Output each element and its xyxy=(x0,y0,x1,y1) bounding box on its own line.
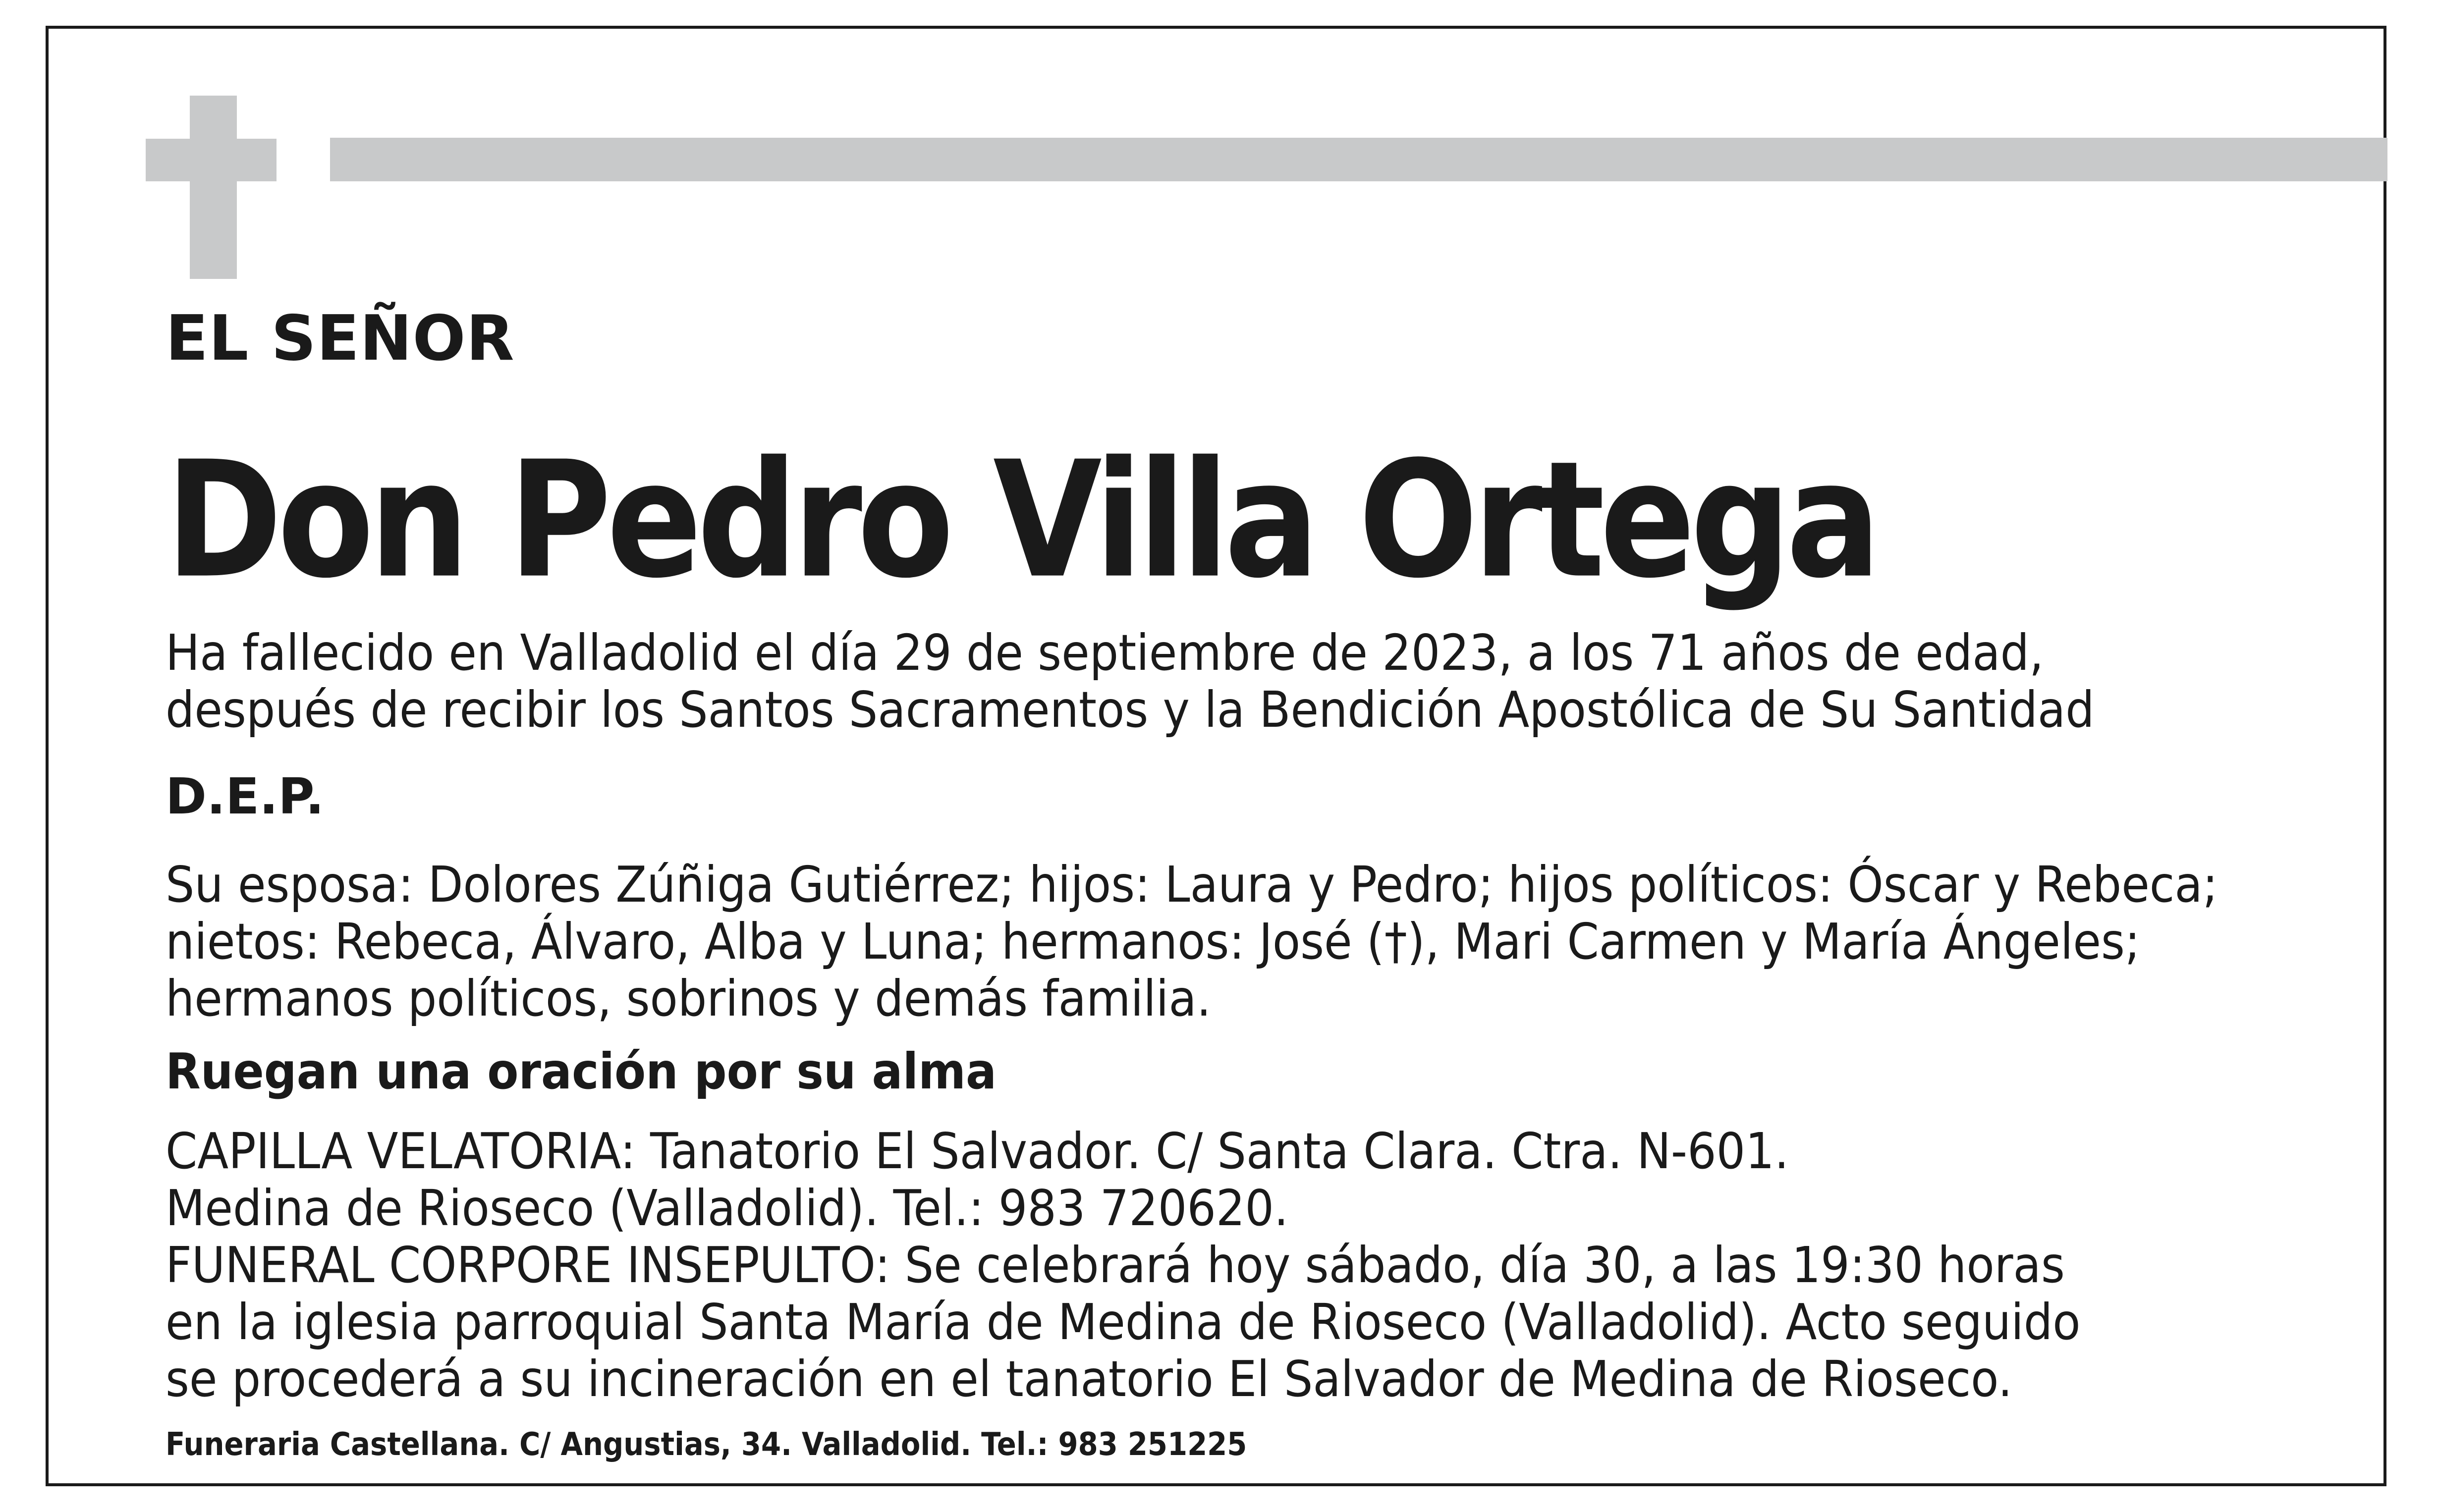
service-info-line: en la iglesia parroquial Santa María de Medina de Rioseco (Valladolid). Acto seguido xyxy=(166,1293,2081,1351)
service-info-line: Medina de Rioseco (Valladolid). Tel.: 983 720620. xyxy=(166,1179,1289,1237)
prayer-request: Ruegan una oración por su alma xyxy=(166,1042,997,1100)
funeral-home-info: Funeraria Castellana. C/ Angustias, 34. Valladolid. Tel.: 983 251225 xyxy=(166,1426,1247,1463)
family-line: Su esposa: Dolores Zúñiga Gutiérrez; hijos: Laura y Pedro; hijos políticos: Óscar y Rebeca; xyxy=(166,856,2218,914)
honorific: EL SEÑOR xyxy=(166,302,515,375)
death-announcement-line: Ha fallecido en Valladolid el día 29 de septiembre de 2023, a los 71 años de edad, xyxy=(166,624,2044,682)
service-info-line: FUNERAL CORPORE INSEPULTO: Se celebrará hoy sábado, día 30, a las 19:30 horas xyxy=(166,1236,2065,1294)
cross-icon xyxy=(190,96,237,279)
service-info-line: CAPILLA VELATORIA: Tanatorio El Salvador. C/ Santa Clara. Ctra. N-601. xyxy=(166,1122,1789,1180)
service-info-line: se procederá a su incineración en el tanatorio El Salvador de Medina de Rioseco. xyxy=(166,1350,2013,1408)
rip-label: D.E.P. xyxy=(166,767,325,825)
cross-icon-arm xyxy=(146,139,277,181)
deceased-name: Don Pedro Villa Ortega xyxy=(166,426,1877,613)
death-announcement-line: después de recibir los Santos Sacramentos y la Bendición Apostólica de Su Santidad xyxy=(166,681,2095,739)
obituary-frame xyxy=(46,26,2386,1486)
family-line: nietos: Rebeca, Álvaro, Alba y Luna; hermanos: José (†), Mari Carmen y María Ángeles; xyxy=(166,913,2140,971)
header-rule xyxy=(330,138,2387,181)
family-line: hermanos políticos, sobrinos y demás familia. xyxy=(166,970,1211,1027)
